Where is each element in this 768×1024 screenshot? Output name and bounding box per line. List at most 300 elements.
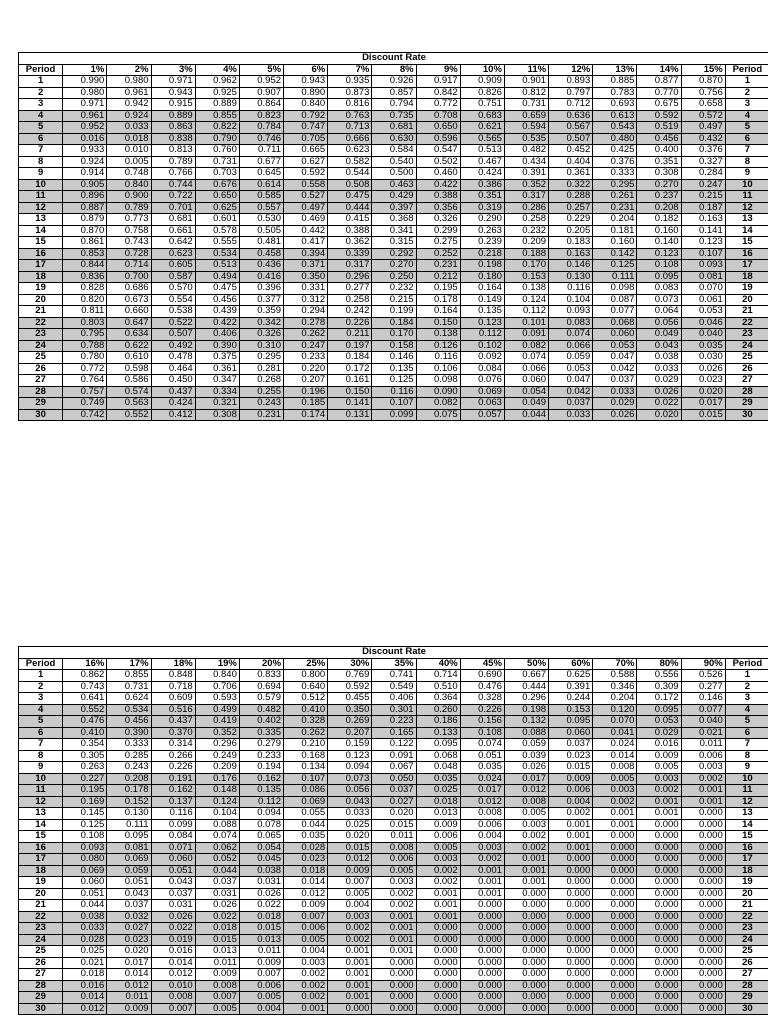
factor-cell: 0.140 — [637, 237, 681, 249]
factor-cell: 0.627 — [284, 156, 328, 168]
factor-cell: 0.000 — [504, 1003, 548, 1015]
table-row — [19, 865, 768, 877]
factor-cell: 0.836 — [63, 271, 107, 283]
period-cell-right: 3 — [725, 99, 768, 111]
period-cell: 22 — [19, 317, 63, 329]
period-cell: 2 — [19, 87, 63, 99]
factor-cell: 0.061 — [681, 294, 725, 306]
period-cell: 13 — [19, 808, 63, 820]
factor-cell: 0.475 — [328, 191, 372, 203]
factor-cell: 0.364 — [416, 693, 460, 705]
factor-cell: 0.007 — [284, 911, 328, 923]
factor-cell: 0.000 — [549, 980, 593, 992]
factor-cell: 0.308 — [195, 409, 239, 421]
factor-cell: 0.592 — [328, 681, 372, 693]
factor-cell: 0.005 — [328, 888, 372, 900]
factor-cell: 0.249 — [195, 750, 239, 762]
factor-cell: 0.229 — [549, 214, 593, 226]
factor-cell: 0.209 — [504, 237, 548, 249]
factor-cell: 0.125 — [63, 819, 107, 831]
factor-cell: 0.000 — [681, 831, 725, 843]
factor-cell: 0.351 — [460, 191, 504, 203]
factor-cell: 0.003 — [593, 785, 637, 797]
factor-cell: 0.980 — [107, 76, 151, 88]
period-cell-right: 25 — [725, 946, 768, 958]
period-cell-right: 20 — [725, 888, 768, 900]
factor-cell: 0.074 — [195, 831, 239, 843]
factor-cell: 0.049 — [504, 398, 548, 410]
rate-header: 3% — [151, 64, 195, 76]
factor-cell: 0.000 — [372, 980, 416, 992]
factor-cell: 0.593 — [195, 693, 239, 705]
period-cell-right: 4 — [725, 110, 768, 122]
factor-cell: 0.244 — [549, 693, 593, 705]
factor-cell: 0.594 — [504, 122, 548, 134]
period-cell-right: 22 — [725, 911, 768, 923]
period-cell-right: 13 — [725, 214, 768, 226]
factor-cell: 0.054 — [239, 842, 283, 854]
factor-cell: 0.592 — [284, 168, 328, 180]
factor-cell: 0.000 — [460, 900, 504, 912]
period-cell-right: 16 — [725, 248, 768, 260]
factor-cell: 0.346 — [593, 681, 637, 693]
factor-cell: 0.000 — [593, 877, 637, 889]
rate-header: 40% — [416, 658, 460, 670]
factor-cell: 0.660 — [107, 306, 151, 318]
factor-cell: 0.262 — [284, 329, 328, 341]
factor-cell: 0.943 — [284, 76, 328, 88]
factor-cell: 0.006 — [284, 923, 328, 935]
factor-cell: 0.198 — [460, 260, 504, 272]
table-row — [19, 283, 768, 295]
factor-cell: 0.262 — [284, 727, 328, 739]
factor-cell: 0.226 — [328, 317, 372, 329]
factor-cell: 0.026 — [151, 911, 195, 923]
factor-cell: 0.013 — [239, 934, 283, 946]
table-body — [19, 670, 768, 1015]
factor-cell: 0.889 — [151, 110, 195, 122]
table-title: Discount Rate — [19, 647, 768, 659]
period-cell: 28 — [19, 980, 63, 992]
factor-cell: 0.558 — [284, 179, 328, 191]
factor-cell: 0.084 — [151, 831, 195, 843]
factor-cell: 0.326 — [239, 329, 283, 341]
factor-cell: 0.031 — [195, 888, 239, 900]
factor-cell: 0.848 — [151, 670, 195, 682]
factor-cell: 0.257 — [549, 202, 593, 214]
factor-cell: 0.163 — [549, 248, 593, 260]
factor-cell: 0.622 — [107, 340, 151, 352]
factor-cell: 0.402 — [239, 716, 283, 728]
factor-cell: 0.828 — [63, 283, 107, 295]
period-cell-right: 18 — [725, 865, 768, 877]
factor-cell: 0.002 — [284, 992, 328, 1004]
factor-cell: 0.703 — [195, 168, 239, 180]
factor-cell: 0.142 — [593, 248, 637, 260]
factor-cell: 0.001 — [593, 819, 637, 831]
factor-cell: 0.870 — [63, 225, 107, 237]
title-row — [19, 647, 768, 659]
factor-cell: 0.000 — [637, 911, 681, 923]
factor-cell: 0.001 — [328, 957, 372, 969]
factor-cell: 0.130 — [549, 271, 593, 283]
factor-cell: 0.006 — [460, 819, 504, 831]
factor-cell: 0.284 — [681, 168, 725, 180]
factor-cell: 0.000 — [681, 819, 725, 831]
factor-cell: 0.317 — [504, 191, 548, 203]
factor-cell: 0.008 — [151, 992, 195, 1004]
factor-cell: 0.174 — [284, 409, 328, 421]
table-row — [19, 946, 768, 958]
factor-cell: 0.135 — [239, 785, 283, 797]
factor-cell: 0.613 — [593, 110, 637, 122]
factor-cell: 0.012 — [63, 1003, 107, 1015]
factor-cell: 0.000 — [504, 946, 548, 958]
factor-cell: 0.000 — [549, 854, 593, 866]
factor-cell: 0.000 — [504, 957, 548, 969]
factor-cell: 0.000 — [328, 1003, 372, 1015]
factor-cell: 0.111 — [593, 271, 637, 283]
factor-cell: 0.422 — [195, 317, 239, 329]
factor-cell: 0.022 — [151, 923, 195, 935]
factor-cell: 0.095 — [637, 704, 681, 716]
factor-cell: 0.138 — [504, 283, 548, 295]
factor-cell: 0.134 — [284, 762, 328, 774]
factor-cell: 0.376 — [593, 156, 637, 168]
factor-cell: 0.037 — [549, 398, 593, 410]
factor-cell: 0.004 — [239, 1003, 283, 1015]
factor-cell: 0.000 — [681, 842, 725, 854]
factor-cell: 0.266 — [151, 750, 195, 762]
factor-cell: 0.178 — [416, 294, 460, 306]
factor-cell: 0.000 — [681, 877, 725, 889]
factor-cell: 0.199 — [372, 306, 416, 318]
factor-cell: 0.000 — [593, 946, 637, 958]
factor-cell: 0.772 — [63, 363, 107, 375]
factor-cell: 0.018 — [284, 865, 328, 877]
period-cell: 21 — [19, 900, 63, 912]
factor-cell: 0.676 — [195, 179, 239, 191]
factor-cell: 0.624 — [107, 693, 151, 705]
factor-cell: 0.043 — [328, 796, 372, 808]
factor-cell: 0.001 — [460, 888, 504, 900]
factor-cell: 0.001 — [284, 1003, 328, 1015]
factor-cell: 0.650 — [416, 122, 460, 134]
factor-cell: 0.005 — [239, 992, 283, 1004]
factor-cell: 0.400 — [637, 145, 681, 157]
factor-cell: 0.000 — [593, 900, 637, 912]
period-cell-right: 29 — [725, 992, 768, 1004]
period-header-right: Period — [725, 658, 768, 670]
factor-cell: 0.292 — [372, 248, 416, 260]
factor-cell: 0.015 — [549, 762, 593, 774]
factor-cell: 0.794 — [372, 99, 416, 111]
period-cell-right: 19 — [725, 877, 768, 889]
rate-header: 14% — [637, 64, 681, 76]
header-row — [19, 658, 768, 670]
factor-cell: 0.030 — [681, 352, 725, 364]
factor-cell: 0.555 — [195, 237, 239, 249]
factor-cell: 0.038 — [637, 352, 681, 364]
factor-cell: 0.070 — [593, 716, 637, 728]
factor-cell: 0.197 — [328, 340, 372, 352]
factor-cell: 0.000 — [637, 854, 681, 866]
factor-cell: 0.822 — [195, 122, 239, 134]
factor-cell: 0.261 — [593, 191, 637, 203]
factor-cell: 0.000 — [372, 969, 416, 981]
factor-cell: 0.855 — [107, 670, 151, 682]
factor-cell: 0.020 — [681, 386, 725, 398]
factor-cell: 0.077 — [593, 306, 637, 318]
factor-cell: 0.108 — [637, 260, 681, 272]
table-row — [19, 750, 768, 762]
factor-cell: 0.582 — [328, 156, 372, 168]
factor-cell: 0.743 — [63, 681, 107, 693]
factor-cell: 0.007 — [239, 969, 283, 981]
factor-cell: 0.255 — [239, 386, 283, 398]
factor-cell: 0.170 — [504, 260, 548, 272]
factor-cell: 0.028 — [284, 842, 328, 854]
factor-cell: 0.059 — [107, 865, 151, 877]
factor-cell: 0.099 — [372, 409, 416, 421]
factor-cell: 0.281 — [239, 363, 283, 375]
factor-cell: 0.333 — [107, 739, 151, 751]
table-row — [19, 704, 768, 716]
factor-cell: 0.106 — [416, 363, 460, 375]
factor-cell: 0.204 — [593, 214, 637, 226]
factor-cell: 0.125 — [593, 260, 637, 272]
factor-cell: 0.439 — [195, 306, 239, 318]
period-header-right: Period — [725, 64, 768, 76]
factor-cell: 0.006 — [681, 750, 725, 762]
factor-cell: 0.076 — [460, 375, 504, 387]
factor-cell: 0.184 — [372, 317, 416, 329]
factor-cell: 0.769 — [328, 670, 372, 682]
factor-cell: 0.059 — [549, 352, 593, 364]
factor-cell: 0.909 — [460, 76, 504, 88]
factor-cell: 0.463 — [372, 179, 416, 191]
period-cell: 25 — [19, 352, 63, 364]
factor-cell: 0.513 — [195, 260, 239, 272]
factor-cell: 0.980 — [63, 87, 107, 99]
period-cell-right: 25 — [725, 352, 768, 364]
factor-cell: 0.116 — [416, 352, 460, 364]
factor-cell: 0.239 — [460, 237, 504, 249]
factor-cell: 0.247 — [284, 340, 328, 352]
factor-cell: 0.000 — [416, 946, 460, 958]
factor-cell: 0.844 — [63, 260, 107, 272]
factor-cell: 0.000 — [681, 1003, 725, 1015]
factor-cell: 0.554 — [151, 294, 195, 306]
factor-cell: 0.231 — [416, 260, 460, 272]
factor-cell: 0.164 — [460, 283, 504, 295]
factor-cell: 0.163 — [681, 214, 725, 226]
rate-header: 8% — [372, 64, 416, 76]
factor-cell: 0.038 — [239, 865, 283, 877]
factor-cell: 0.694 — [239, 681, 283, 693]
factor-cell: 0.093 — [63, 842, 107, 854]
factor-cell: 0.354 — [63, 739, 107, 751]
factor-cell: 0.243 — [107, 762, 151, 774]
table-row — [19, 670, 768, 682]
factor-cell: 0.885 — [593, 76, 637, 88]
factor-cell: 0.596 — [416, 133, 460, 145]
period-cell-right: 26 — [725, 363, 768, 375]
table-row — [19, 785, 768, 797]
factor-cell: 0.104 — [549, 294, 593, 306]
factor-cell: 0.000 — [549, 888, 593, 900]
factor-cell: 0.686 — [107, 283, 151, 295]
factor-cell: 0.009 — [328, 865, 372, 877]
factor-cell: 0.035 — [681, 340, 725, 352]
factor-cell: 0.747 — [284, 122, 328, 134]
period-cell: 7 — [19, 145, 63, 157]
period-cell-right: 17 — [725, 260, 768, 272]
factor-cell: 0.207 — [328, 727, 372, 739]
factor-cell: 0.361 — [549, 168, 593, 180]
factor-cell: 0.000 — [637, 1003, 681, 1015]
period-cell-right: 10 — [725, 179, 768, 191]
factor-cell: 0.000 — [504, 992, 548, 1004]
factor-cell: 0.168 — [284, 750, 328, 762]
factor-cell: 0.152 — [107, 796, 151, 808]
factor-cell: 0.008 — [195, 980, 239, 992]
factor-cell: 0.000 — [637, 946, 681, 958]
factor-cell: 0.011 — [239, 946, 283, 958]
factor-cell: 0.766 — [151, 168, 195, 180]
factor-cell: 0.014 — [63, 992, 107, 1004]
factor-cell: 0.000 — [681, 923, 725, 935]
factor-cell: 0.012 — [107, 980, 151, 992]
factor-cell: 0.001 — [416, 888, 460, 900]
rate-header: 90% — [681, 658, 725, 670]
factor-cell: 0.001 — [504, 854, 548, 866]
period-cell: 6 — [19, 133, 63, 145]
period-cell: 23 — [19, 329, 63, 341]
factor-cell: 0.000 — [372, 992, 416, 1004]
factor-cell: 0.645 — [239, 168, 283, 180]
factor-cell: 0.731 — [504, 99, 548, 111]
factor-cell: 0.803 — [63, 317, 107, 329]
rate-header: 80% — [637, 658, 681, 670]
period-cell: 24 — [19, 934, 63, 946]
factor-cell: 0.037 — [195, 877, 239, 889]
factor-cell: 0.026 — [593, 409, 637, 421]
factor-cell: 0.044 — [195, 865, 239, 877]
period-cell: 22 — [19, 911, 63, 923]
factor-cell: 0.020 — [637, 409, 681, 421]
factor-cell: 0.270 — [372, 260, 416, 272]
factor-cell: 0.278 — [284, 317, 328, 329]
table-row — [19, 398, 768, 410]
factor-cell: 0.002 — [549, 808, 593, 820]
factor-cell: 0.000 — [637, 992, 681, 1004]
factor-cell: 0.120 — [593, 704, 637, 716]
factor-cell: 0.469 — [284, 214, 328, 226]
factor-cell: 0.907 — [239, 87, 283, 99]
table-row — [19, 248, 768, 260]
period-cell-right: 11 — [725, 191, 768, 203]
factor-cell: 0.000 — [416, 957, 460, 969]
factor-cell: 0.017 — [460, 785, 504, 797]
factor-cell: 0.579 — [239, 693, 283, 705]
factor-cell: 0.647 — [107, 317, 151, 329]
factor-cell: 0.658 — [681, 99, 725, 111]
factor-cell: 0.209 — [195, 762, 239, 774]
factor-cell: 0.153 — [549, 704, 593, 716]
factor-cell: 0.001 — [372, 946, 416, 958]
factor-cell: 0.507 — [549, 133, 593, 145]
factor-cell: 0.073 — [328, 773, 372, 785]
factor-cell: 0.312 — [284, 294, 328, 306]
factor-cell: 0.000 — [637, 980, 681, 992]
factor-cell: 0.002 — [681, 773, 725, 785]
table-row — [19, 854, 768, 866]
factor-cell: 0.455 — [328, 693, 372, 705]
factor-cell: 0.855 — [195, 110, 239, 122]
factor-cell: 0.005 — [284, 934, 328, 946]
period-cell: 19 — [19, 283, 63, 295]
period-cell-right: 30 — [725, 1003, 768, 1015]
factor-cell: 0.123 — [460, 317, 504, 329]
factor-cell: 0.004 — [328, 900, 372, 912]
factor-cell: 0.549 — [372, 681, 416, 693]
factor-cell: 0.728 — [107, 248, 151, 260]
factor-cell: 0.002 — [460, 854, 504, 866]
factor-cell: 0.339 — [328, 248, 372, 260]
factor-cell: 0.746 — [239, 133, 283, 145]
factor-cell: 0.012 — [328, 854, 372, 866]
factor-cell: 0.108 — [460, 727, 504, 739]
factor-cell: 0.015 — [195, 934, 239, 946]
factor-cell: 0.705 — [284, 133, 328, 145]
factor-cell: 0.047 — [593, 352, 637, 364]
factor-cell: 0.917 — [416, 76, 460, 88]
factor-cell: 0.327 — [681, 156, 725, 168]
factor-cell: 0.708 — [416, 110, 460, 122]
table-row — [19, 992, 768, 1004]
factor-cell: 0.111 — [107, 819, 151, 831]
factor-cell: 0.296 — [328, 271, 372, 283]
factor-cell: 0.862 — [63, 670, 107, 682]
factor-cell: 0.060 — [151, 854, 195, 866]
factor-cell: 0.000 — [681, 957, 725, 969]
period-cell: 1 — [19, 670, 63, 682]
period-cell: 4 — [19, 704, 63, 716]
table-row — [19, 306, 768, 318]
period-cell-right: 13 — [725, 808, 768, 820]
factor-cell: 0.826 — [460, 87, 504, 99]
factor-cell: 0.049 — [637, 329, 681, 341]
factor-cell: 0.021 — [681, 727, 725, 739]
factor-cell: 0.792 — [284, 110, 328, 122]
factor-cell: 0.000 — [637, 819, 681, 831]
factor-cell: 0.482 — [239, 704, 283, 716]
factor-cell: 0.563 — [107, 398, 151, 410]
factor-cell: 0.008 — [460, 808, 504, 820]
factor-cell: 0.095 — [107, 831, 151, 843]
factor-cell: 0.009 — [549, 773, 593, 785]
factor-cell: 0.000 — [549, 865, 593, 877]
factor-cell: 0.025 — [63, 946, 107, 958]
factor-cell: 0.059 — [504, 739, 548, 751]
factor-cell: 0.122 — [372, 739, 416, 751]
table-row — [19, 99, 768, 111]
factor-cell: 0.000 — [637, 900, 681, 912]
factor-cell: 0.162 — [151, 785, 195, 797]
factor-cell: 0.116 — [372, 386, 416, 398]
factor-cell: 0.124 — [504, 294, 548, 306]
